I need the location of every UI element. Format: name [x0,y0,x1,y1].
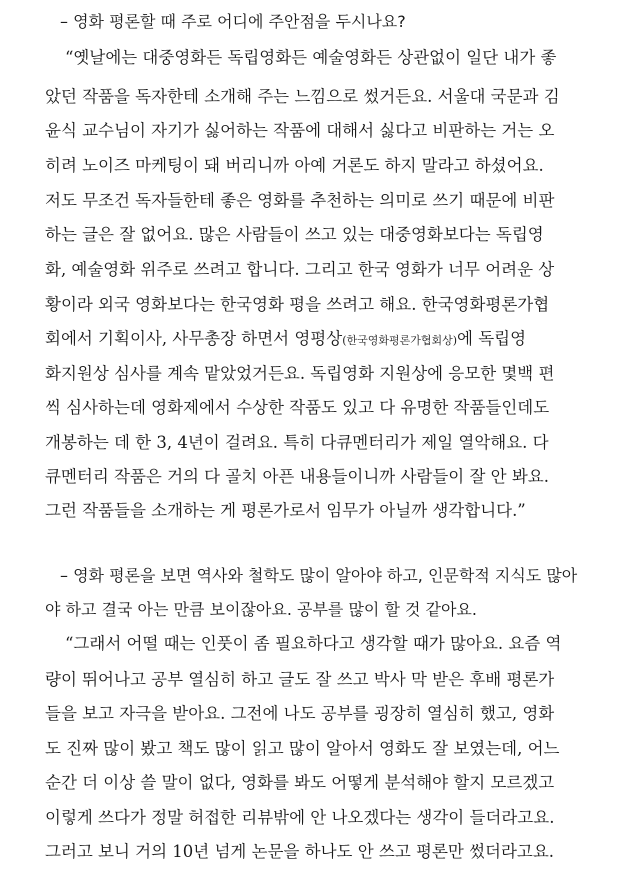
answer-1-line-3: 윤식 교수님이 자기가 싫어하는 작품에 대해서 싫다고 비판하는 거는 오 [45,121,555,140]
answer-1-line-14: 그런 작품들을 소개하는 게 평론가로서 임무가 아닐까 생각합니다.” [45,501,526,520]
answer-2-line-2: 량이 뛰어나고 공부 열심히 하고 글도 잘 쓰고 박사 막 받은 후배 평론가 [45,670,555,689]
answer-2-line-4: 도 진짜 많이 봤고 책도 많이 읽고 많이 알아서 영화도 잘 보였는데, 어느 [45,739,560,758]
answer-1-line-2: 았던 작품을 독자한테 소개해 주는 느낌으로 썼거든요. 서울대 국문과 김 [45,87,560,106]
answer-1-line-10: 화지원상 심사를 계속 맡았었거든요. 독립영화 지원상에 응모한 몇백 편 [45,364,555,383]
question-2-line-2: 야 하고 결국 아는 만큼 보이잖아요. 공부를 많이 할 것 같아요. [45,600,477,619]
answer-1-line-1: “옛날에는 대중영화든 독립영화든 예술영화든 상관없이 일단 내가 좋 [65,48,557,67]
answer-2-line-6: 이렇게 쓰다가 정말 허접한 리뷰밖에 안 나오겠다는 생각이 들더라고요. [45,808,555,827]
answer-2-line-1: “그래서 어떨 때는 인풋이 좀 필요하다고 생각할 때가 많아요. 요즘 역 [65,634,562,653]
answer-1-line-13: 큐멘터리 작품은 거의 다 골치 아픈 내용들이니까 사람들이 잘 안 봐요. [45,467,549,486]
answer-1-line-9-text-b: 에 독립영 [457,329,527,348]
answer-1-line-11: 씩 심사하는데 영화제에서 수상한 작품도 있고 다 유명한 작품들인데도 [45,398,550,417]
answer-1-line-8: 황이라 외국 영화보다는 한국영화 평을 쓰려고 해요. 한국영화평론가협 [45,295,550,314]
answer-1-line-7: 화, 예술영화 위주로 쓰려고 합니다. 그리고 한국 영화가 너무 어려운 상 [45,260,555,279]
question-1-line-1: – 영화 평론할 때 주로 어디에 주안점을 두시나요? [60,12,406,31]
answer-1-line-9 [45,331,526,348]
answer-1-line-6: 하는 글은 잘 없어요. 많은 사람들이 쓰고 있는 대중영화보다는 독립영 [45,225,544,244]
answer-1-line-9-text-a: 회에서 기획이사, 사무총장 하면서 영평상 [45,329,343,348]
question-2-line-1: – 영화 평론을 보면 역사와 철학도 많이 알아야 하고, 인문학적 지식도 많아 [60,566,578,585]
answer-2-line-7: 그러고 보니 거의 10년 넘게 논문을 하나도 안 쓰고 평론만 썼더라고요. [45,842,555,861]
answer-1-line-5: 저도 무조건 독자들한테 좋은 영화를 추천하는 의미로 쓰기 때문에 비판 [45,191,555,210]
answer-2-line-3: 들을 보고 자극을 받아요. 그전에 나도 공부를 굉장히 열심히 했고, 영화 [45,704,555,723]
answer-2-line-5: 순간 더 이상 쓸 말이 없다, 영화를 봐도 어떻게 분석해야 할지 모르겠고 [45,773,555,792]
answer-1-line-12: 개봉하는 데 한 3, 4년이 걸려요. 특히 다큐멘터리가 제일 열악해요. 다 [45,433,549,452]
answer-1-line-9-parenthetical: (한국영화평론가협회상) [342,334,458,347]
answer-1-line-4: 히려 노이즈 마케팅이 돼 버리니까 아예 거론도 하지 말라고 하셨어요. [45,156,544,175]
